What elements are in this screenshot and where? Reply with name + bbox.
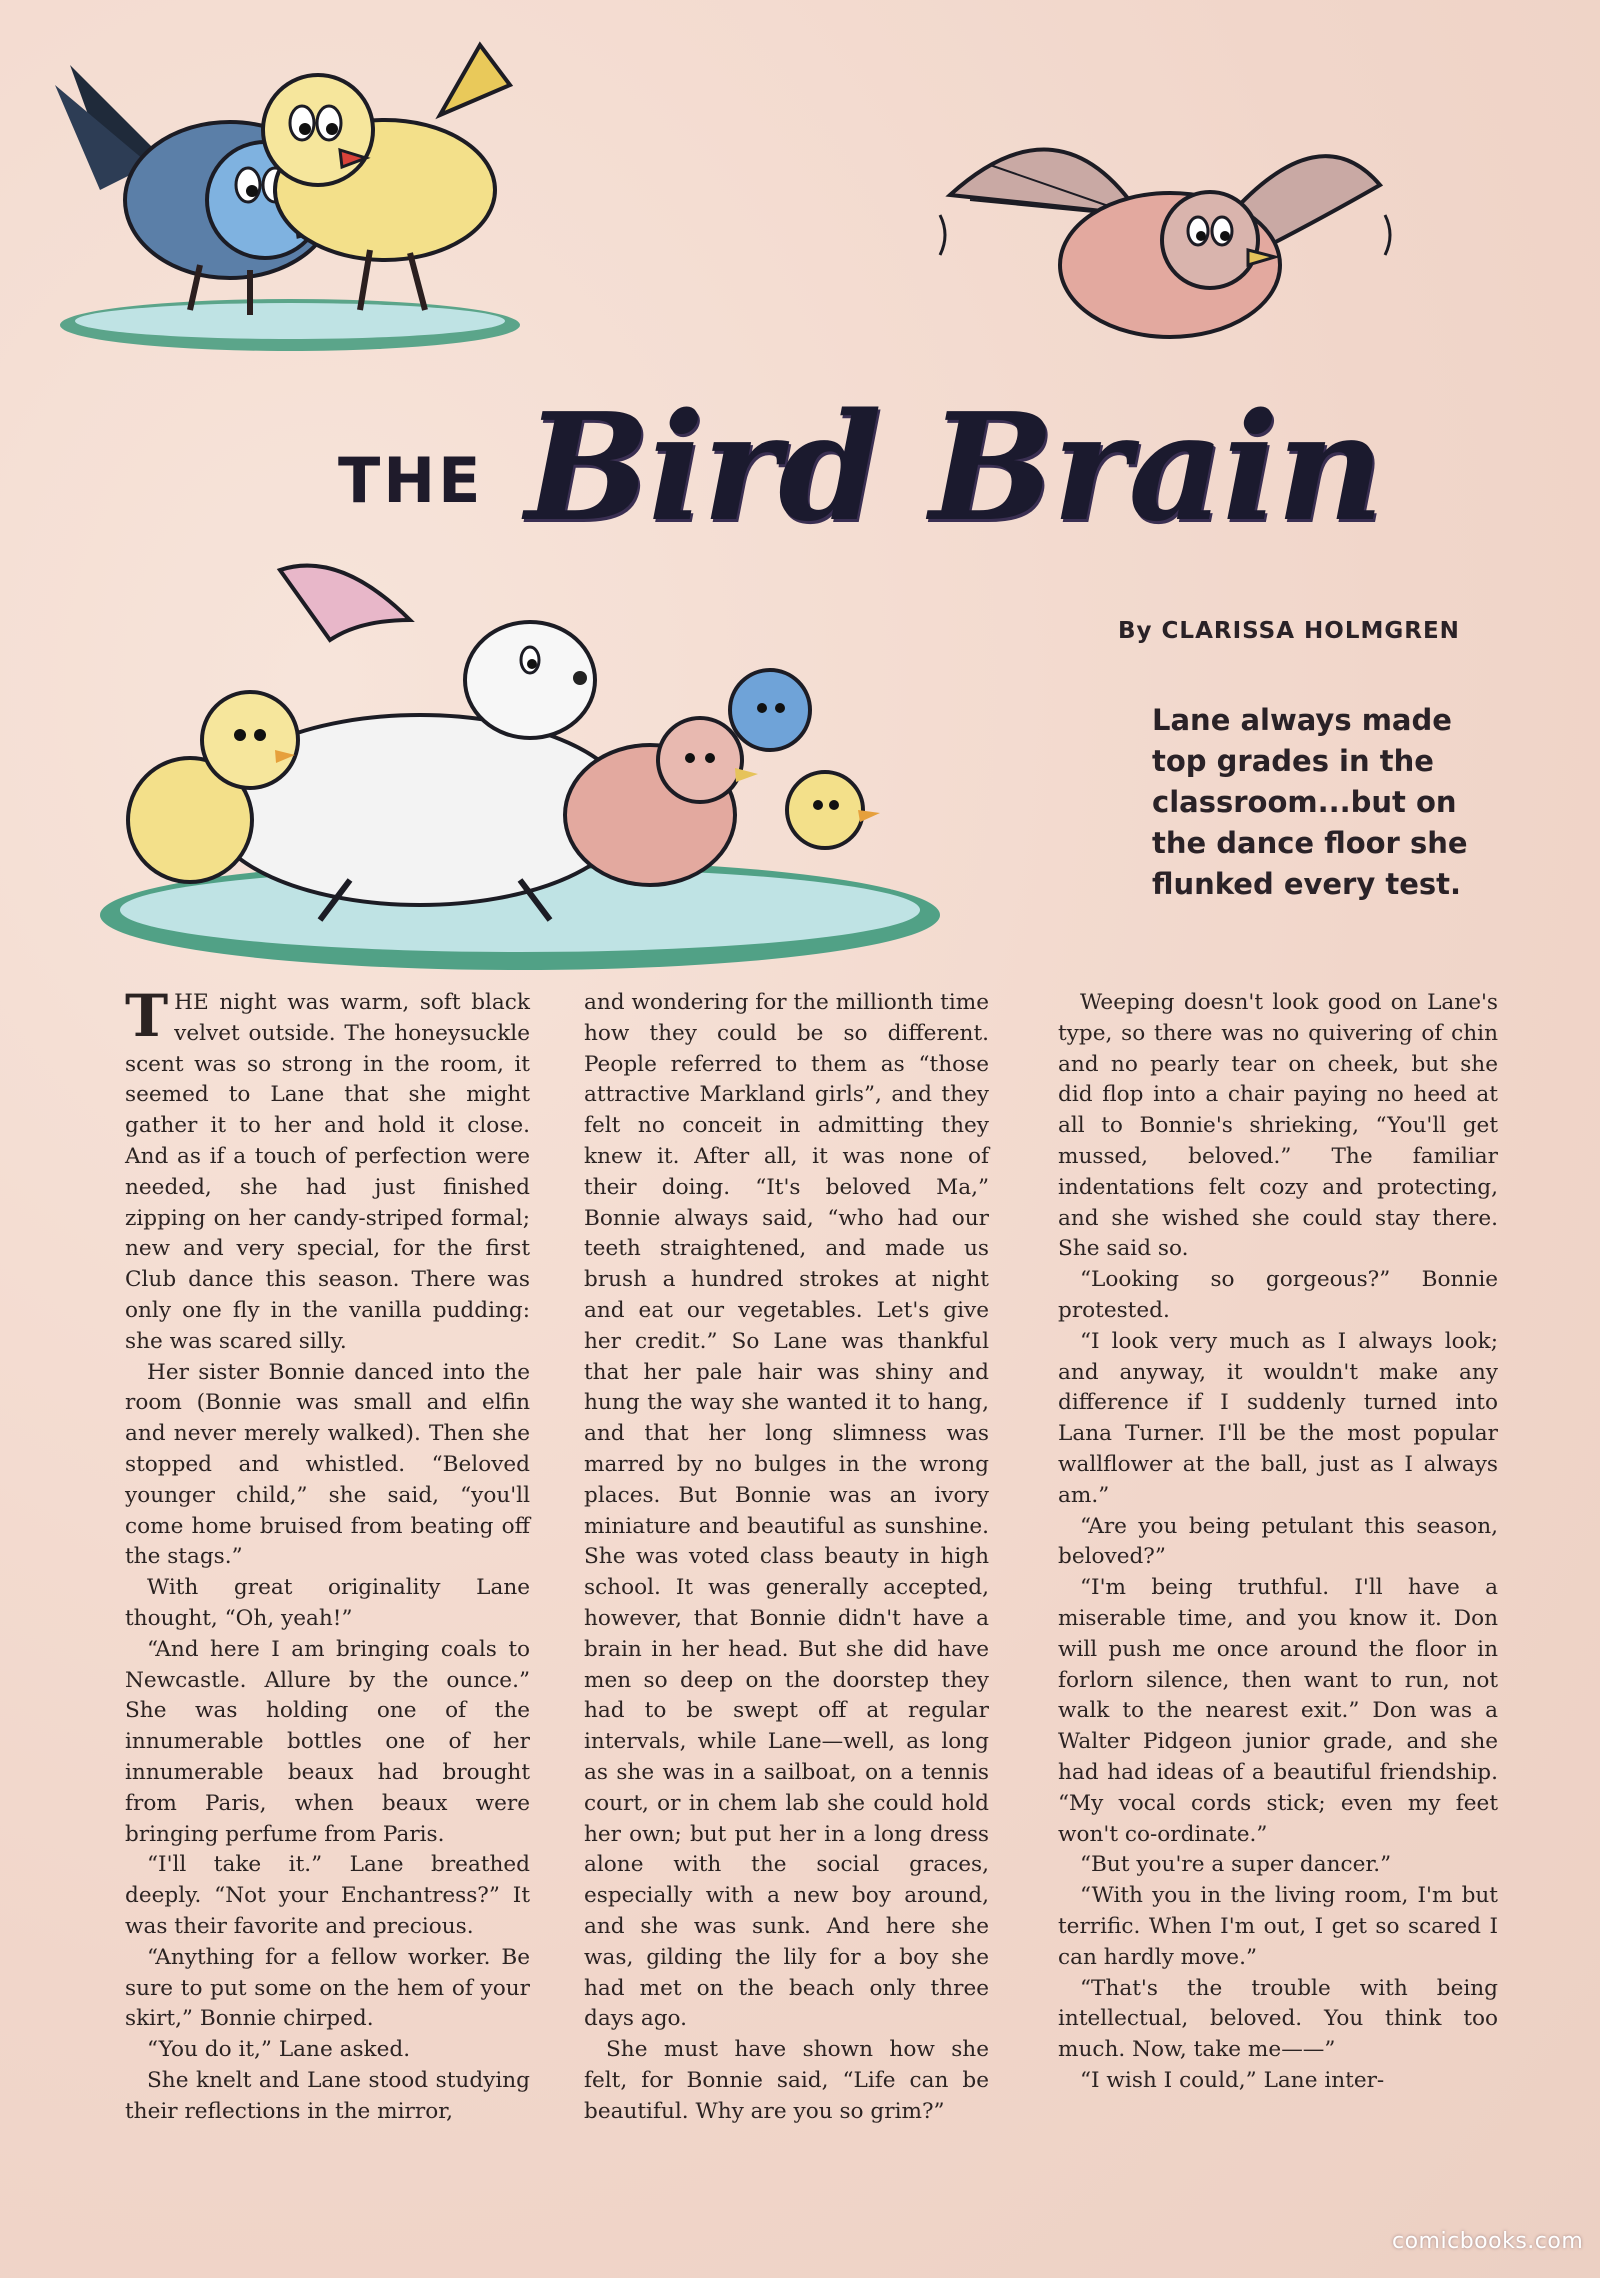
paragraph: “I look very much as I always look; and anyway, it wouldn't make any difference if I suddenly turned into Lana Turner. I'll be the most popular wallflower at the ball, just as I always am.” — [1058, 1328, 1498, 1508]
paragraph: “Are you being petulant this season, beloved?” — [1058, 1513, 1498, 1570]
paragraph: “I'll take it.” Lane breathed deeply. “Not your Enchantress?” It was their favorite and precious. — [125, 1852, 530, 1939]
watermark: comicbooks.com — [1392, 2229, 1584, 2254]
paragraph: With great originality Lane thought, “Oh, yeah!” — [125, 1575, 530, 1631]
byline: By CLARISSA HOLMGREN — [1118, 618, 1460, 644]
paragraph: “I wish I could,” Lane inter- — [1080, 2067, 1385, 2093]
paragraph: “Looking so gorgeous?” Bonnie protested. — [1058, 1267, 1498, 1323]
paragraph-text: HE night was warm, soft black velvet outside. The honeysuckle scent was so strong in the room, it seemed to Lane that she might gather it to her and hold it close. And as if a touch of perfection were needed, she had just finished zipping on her candy-striped formal; new and very special, for the first Club dance this season. There was only one fly in the vanilla pudding: she was scared silly. — [125, 990, 530, 1354]
paragraph: She knelt and Lane stood studying their reflections in the mirror, — [125, 2067, 530, 2124]
paragraph: “That's the trouble with being intellectual, beloved. You think too much. Now, take me——” — [1058, 1975, 1498, 2063]
paragraph: She must have shown how she felt, for Bonnie said, “Life can be beautiful. Why are you so grim?” — [584, 2037, 989, 2124]
title-main: Bird Brain — [525, 380, 1383, 554]
paragraph: “Anything for a fellow worker. Be sure to put some on the hem of your skirt,” Bonnie chirped. — [125, 1944, 530, 2032]
story-column-3 — [1058, 988, 1498, 2097]
rabbit-and-birds-illustration — [90, 560, 950, 980]
title-prefix: THE — [338, 444, 484, 517]
story-column-2 — [584, 988, 989, 2127]
paragraph: “But you're a super dancer.” — [1080, 1852, 1392, 1878]
paragraph: Her sister Bonnie danced into the room (Bonnie was small and elfin and never merely walked). Then she stopped and whistled. “Beloved younger child,” she said, “you'll come home bruised from beating off the stags.” — [125, 1359, 530, 1570]
story-blurb: Lane always made top grades in the classroom...but on the dance floor she flunked every test. — [1152, 703, 1468, 901]
drop-cap: T — [125, 982, 169, 1050]
paragraph: “I'm being truthful. I'll have a miserable time, and you know it. Don will push me once around the floor in forlorn silence, then want to run, not walk to the nearest exit.” Don was a Walter Pidgeon junior grade, and she had had ideas of a beautiful friendship. “My vocal cords stick; even my feet won't co-ordinate.” — [1058, 1575, 1498, 1847]
story-title — [320, 380, 1400, 560]
paragraph: “With you in the living room, I'm but terrific. When I'm out, I get so scared I can hardly move.” — [1058, 1883, 1498, 1970]
story-column-1 — [125, 982, 530, 2127]
two-birds-illustration — [40, 25, 580, 365]
flying-bird-illustration — [930, 105, 1400, 370]
paragraph: “You do it,” Lane asked. — [147, 2037, 411, 2063]
paragraph: Weeping doesn't look good on Lane's type, so there was no quivering of chin and no pearly tear on cheek, but she did flop into a chair paying no heed at all to Bonnie's shrieking, “You'll get mussed, beloved.” The familiar indentations felt cozy and protecting, and she wished she could stay there. She said so. — [1058, 990, 1498, 1262]
paragraph: and wondering for the millionth time how they could be so different. People referred to them as “those attractive Markland girls”, and they felt no conceit in admitting they knew it. After all, it was none of their doing. “It's beloved Ma,” Bonnie always said, “who had our teeth straightened, and made us brush a hundred strokes at night and eat our vegetables. Let's give her credit.” So Lane was thankful that her pale hair was shiny and hung the way she wanted it to hang, and that her long slimness was marred by no bulges in the wrong places. But Bonnie was an ivory miniature and beautiful as sunshine. She was voted class beauty in high school. It was generally accepted, however, that Bonnie didn't have a brain in her head. But she did have men so deep on the doorstep they had to be swept off at regular intervals, while Lane—well, as long as she was in a sailboat, on a tennis court, or in chem lab she could hold her own; but put her in a long dress alone with the social graces, especially with a new boy around, and she was sunk. And here she was, gilding the lily for a boy she had met on the beach only three days ago. — [584, 990, 989, 2032]
paragraph — [125, 982, 530, 1358]
paragraph: “And here I am bringing coals to Newcastle. Allure by the ounce.” She was holding one of the innumerable bottles one of her innumerable beaux had brought from Paris, when beaux were bringing perfume from Paris. — [125, 1636, 530, 1847]
